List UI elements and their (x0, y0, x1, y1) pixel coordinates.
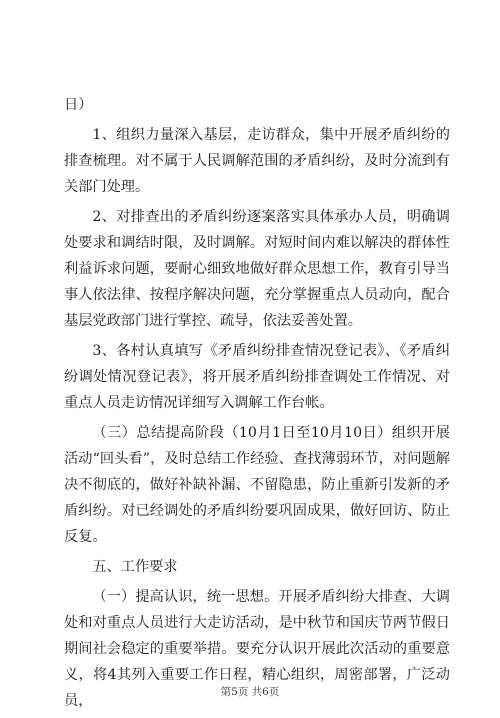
paragraph-summary-phase: （三）总结提高阶段（10月1日至10月10日）组织开展活动“回头看”，及时总结工作经验、查找薄弱环节，对问题解决不彻底的，做好补缺补漏、不留隐患，防止重新引发新的矛盾纠纷。对已经调处的矛盾纠纷要巩固成果，做好回访、防止反复。 (64, 425, 450, 545)
paragraph-item-2: 2、对排查出的矛盾纠纷逐案落实具体承办人员，明确调处要求和调结时限，及时调解。对短时间内难以解决的群体性利益诉求问题，要耐心细致地做好群众思想工作，教育引导当事人依法律、按程序解决问题，充分掌握重点人员动向，配合基层党政部门进行掌控、疏导，依法妥善处置。 (64, 209, 450, 329)
paragraph-continuation: 日） (64, 97, 93, 113)
page-number-footer: 第5页 共6页 (220, 686, 280, 698)
section-heading-work-requirements: 五、工作要求 (92, 559, 178, 575)
document-body (64, 92, 450, 718)
paragraph-item-3: 3、各村认真填写《矛盾纠纷排查情况登记表》、《矛盾纠纷调处情况登记表》，将开展矛盾纠纷排查调处工作情况、对重点人员走访情况详细写入调解工作台帐。 (64, 343, 450, 411)
paragraph-requirement-1: （一）提高认识，统一思想。开展矛盾纠纷大排查、大调处和对重点人员进行大走访活动，是中秋节和国庆节两节假日期间社会稳定的重要举措。要充分认识开展此次活动的重要意义，将4其列入重要工作日程，精心组织，周密部署，广泛动员， (64, 589, 450, 709)
paragraph-item-1: 1、组织力量深入基层，走访群众，集中开展矛盾纠纷的排查梳理。对不属于人民调解范围的矛盾纠纷，及时分流到有关部门处理。 (64, 127, 450, 195)
